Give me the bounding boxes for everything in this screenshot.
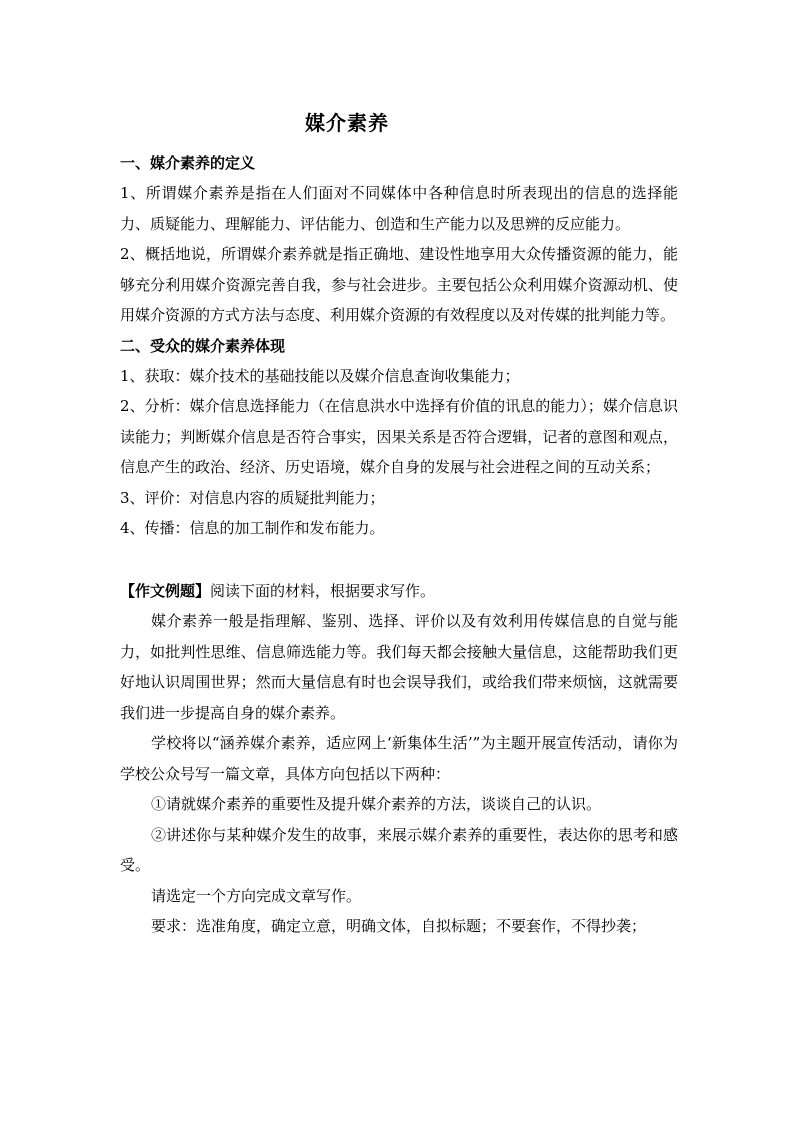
- document-body: [120, 148, 678, 942]
- section-gap: [120, 544, 678, 576]
- essay-option-2: ②讲述你与某种媒介发生的故事，来展示媒介素养的重要性，表达你的思考和感受。: [120, 825, 678, 874]
- definition-paragraph-1: 1、所谓媒介素养是指在人们面对不同媒体中各种信息时所表现出的信息的选择能力、质疑能力、理解能力、评估能力、创造和生产能力以及思辨的反应能力。: [120, 184, 678, 233]
- audience-item-evaluate: 3、评价：对信息内容的质疑批判能力；: [120, 488, 385, 507]
- essay-intro: 阅读下面的材料，根据要求写作。: [210, 581, 436, 600]
- essay-prompt-line: [120, 576, 678, 607]
- essay-activity-paragraph: 学校将以“涵养媒介素养，适应网上‘新集体生活’”为主题开展宣传活动，请你为学校公众号写一篇文章，具体方向包括以下两种：: [120, 734, 678, 783]
- definition-paragraph-2: 2、概括地说，所谓媒介素养就是指正确地、建设性地享用大众传播资源的能力，能够充分利用媒介资源完善自我，参与社会进步。主要包括公众利用媒介资源动机、使用媒介资源的方式方法与态度、利用媒介资源的有效程度以及对传媒的批判能力等。: [120, 245, 678, 324]
- section-heading-audience: 二、受众的媒介素养体现: [120, 336, 286, 355]
- essay-material-paragraph: 媒介素养一般是指理解、鉴别、选择、评价以及有效利用传媒信息的自觉与能力，如批判性思维、信息筛选能力等。我们每天都会接触大量信息，这能帮助我们更好地认识周围世界；然而大量信息有时也会误导我们，或给我们带来烦恼，这就需要我们进一步提高自身的媒介素养。: [120, 612, 678, 722]
- audience-item-analyze: 2、分析：媒介信息选择能力（在信息洪水中选择有价值的讯息的能力）；媒介信息识读能力；判断媒介信息是否符合事实，因果关系是否符合逻辑，记者的意图和观点，信息产生的政治、经济、历史语境，媒介自身的发展与社会进程之间的互动关系；: [120, 397, 678, 476]
- essay-option-1: ①请就媒介素养的重要性及提升媒介素养的方法，谈谈自己的认识。: [151, 795, 602, 813]
- essay-instruction: 请选定一个方向完成文章写作。: [151, 886, 362, 905]
- section-heading-definition: 一、媒介素养的定义: [120, 154, 256, 172]
- audience-item-acquire: 1、获取：媒介技术的基础技能以及媒介信息查询收集能力；: [120, 366, 520, 385]
- audience-item-spread: 4、传播：信息的加工制作和发布能力。: [120, 519, 385, 537]
- essay-requirements: 要求：选准角度，确定立意，明确文体，自拟标题；不要套作，不得抄袭；: [151, 917, 647, 935]
- page-title: 媒介素养: [305, 111, 389, 135]
- essay-tag: 【作文例题】: [120, 581, 211, 600]
